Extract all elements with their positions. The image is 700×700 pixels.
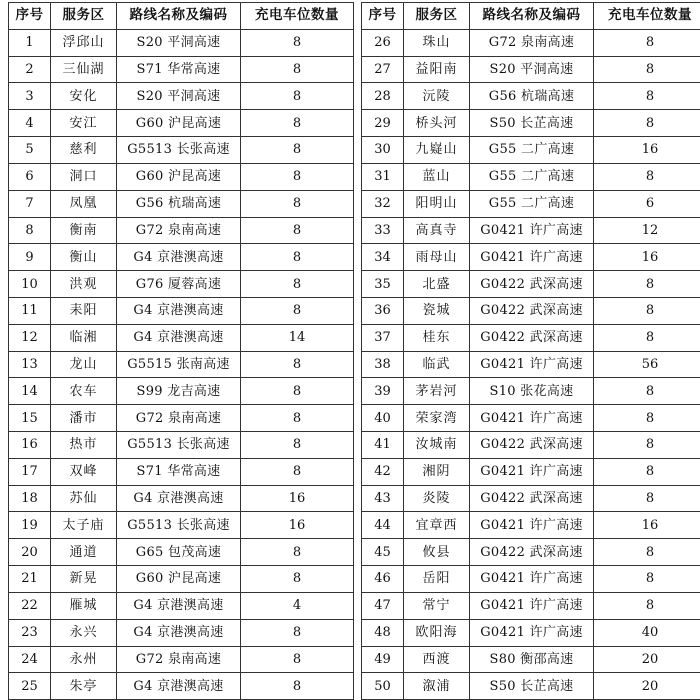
table-row (9, 458, 354, 485)
row-number-cell: 23 (9, 619, 51, 646)
table-row (362, 297, 700, 324)
table-row (9, 297, 354, 324)
route-cell: G0421 许广高速 (470, 619, 594, 646)
charging-count-cell: 8 (594, 56, 700, 83)
table-row (9, 646, 354, 673)
service-area-cell: 洪观 (51, 271, 117, 298)
row-number-cell: 11 (9, 297, 51, 324)
charging-count-cell: 16 (594, 137, 700, 164)
row-number-cell: 6 (9, 163, 51, 190)
table-row (362, 378, 700, 405)
charging-count-cell: 8 (241, 56, 354, 83)
row-number-cell: 46 (362, 566, 404, 593)
route-cell: G0421 许广高速 (470, 244, 594, 271)
row-number-cell: 27 (362, 56, 404, 83)
row-number-cell: 21 (9, 566, 51, 593)
service-area-cell: 安化 (51, 83, 117, 110)
table-row (362, 458, 700, 485)
row-number-cell: 3 (9, 83, 51, 110)
table-body-left (9, 29, 354, 699)
table-row (9, 539, 354, 566)
route-cell: S50 长芷高速 (470, 110, 594, 137)
service-area-cell: 慈利 (51, 137, 117, 164)
service-area-cell: 炎陵 (404, 485, 470, 512)
charging-count-cell: 8 (241, 646, 354, 673)
row-number-cell: 26 (362, 29, 404, 56)
row-number-cell: 5 (9, 137, 51, 164)
route-cell: G4 京港澳高速 (117, 673, 241, 700)
service-area-cell: 三仙湖 (51, 56, 117, 83)
charging-count-cell: 4 (241, 592, 354, 619)
table-row (9, 351, 354, 378)
header-charging-count: 充电车位数量 (594, 3, 700, 30)
table-row (9, 137, 354, 164)
route-cell: S10 张花高速 (470, 378, 594, 405)
charging-table-left (8, 2, 354, 700)
charging-count-cell: 8 (241, 351, 354, 378)
row-number-cell: 30 (362, 137, 404, 164)
row-number-cell: 39 (362, 378, 404, 405)
charging-count-cell: 8 (594, 378, 700, 405)
charging-count-cell: 8 (241, 378, 354, 405)
table-row (362, 539, 700, 566)
table-row (9, 163, 354, 190)
charging-count-cell: 16 (241, 512, 354, 539)
route-cell: S99 龙吉高速 (117, 378, 241, 405)
charging-count-cell: 8 (241, 271, 354, 298)
route-cell: G0422 武深高速 (470, 485, 594, 512)
table-row (362, 566, 700, 593)
row-number-cell: 8 (9, 217, 51, 244)
table-row (362, 83, 700, 110)
charging-count-cell: 8 (594, 163, 700, 190)
route-cell: G4 京港澳高速 (117, 592, 241, 619)
route-cell: G4 京港澳高速 (117, 297, 241, 324)
route-cell: G55 二广高速 (470, 163, 594, 190)
charging-count-cell: 8 (241, 458, 354, 485)
service-area-cell: 荣家湾 (404, 405, 470, 432)
service-area-cell: 雁城 (51, 592, 117, 619)
service-area-cell: 衡山 (51, 244, 117, 271)
row-number-cell: 18 (9, 485, 51, 512)
charging-count-cell: 8 (241, 83, 354, 110)
charging-count-cell: 8 (241, 244, 354, 271)
charging-count-cell: 8 (594, 539, 700, 566)
table-header (362, 3, 700, 30)
table-row (9, 110, 354, 137)
route-cell: G72 泉南高速 (470, 29, 594, 56)
charging-count-cell: 8 (241, 29, 354, 56)
header-route: 路线名称及编码 (117, 3, 241, 30)
table-row (362, 512, 700, 539)
row-number-cell: 45 (362, 539, 404, 566)
table-header (9, 3, 354, 30)
table-row (9, 271, 354, 298)
charging-count-cell: 20 (594, 673, 700, 700)
row-number-cell: 1 (9, 29, 51, 56)
service-area-cell: 通道 (51, 539, 117, 566)
table-row (362, 432, 700, 459)
service-area-cell: 珠山 (404, 29, 470, 56)
row-number-cell: 44 (362, 512, 404, 539)
service-area-cell: 苏仙 (51, 485, 117, 512)
service-area-cell: 欧阳海 (404, 619, 470, 646)
route-cell: G0421 许广高速 (470, 351, 594, 378)
service-area-cell: 临武 (404, 351, 470, 378)
route-cell: G76 厦蓉高速 (117, 271, 241, 298)
service-area-cell: 双峰 (51, 458, 117, 485)
charging-count-cell: 8 (241, 566, 354, 593)
row-number-cell: 31 (362, 163, 404, 190)
service-area-cell: 凤凰 (51, 190, 117, 217)
service-area-cell: 宜章西 (404, 512, 470, 539)
table-row (362, 673, 700, 700)
service-area-cell: 瓷城 (404, 297, 470, 324)
header-route: 路线名称及编码 (470, 3, 594, 30)
table-row (362, 646, 700, 673)
row-number-cell: 13 (9, 351, 51, 378)
table-row (9, 83, 354, 110)
charging-count-cell: 8 (241, 405, 354, 432)
row-number-cell: 25 (9, 673, 51, 700)
route-cell: G0422 武深高速 (470, 297, 594, 324)
route-cell: G55 二广高速 (470, 190, 594, 217)
route-cell: G0422 武深高速 (470, 539, 594, 566)
route-cell: G60 沪昆高速 (117, 110, 241, 137)
row-number-cell: 32 (362, 190, 404, 217)
charging-count-cell: 8 (241, 539, 354, 566)
route-cell: G0422 武深高速 (470, 271, 594, 298)
header-row (362, 3, 700, 30)
service-area-cell: 耒阳 (51, 297, 117, 324)
row-number-cell: 33 (362, 217, 404, 244)
service-area-cell: 桂东 (404, 324, 470, 351)
row-number-cell: 2 (9, 56, 51, 83)
route-cell: S50 长芷高速 (470, 673, 594, 700)
route-cell: G60 沪昆高速 (117, 566, 241, 593)
charging-count-cell: 8 (241, 163, 354, 190)
table-row (9, 217, 354, 244)
service-area-cell: 沅陵 (404, 83, 470, 110)
table-row (362, 217, 700, 244)
service-area-cell: 北盛 (404, 271, 470, 298)
charging-count-cell: 12 (594, 217, 700, 244)
route-cell: G0421 许广高速 (470, 592, 594, 619)
route-cell: G0421 许广高速 (470, 566, 594, 593)
route-cell: S71 华常高速 (117, 56, 241, 83)
table-row (9, 56, 354, 83)
service-area-cell: 龙山 (51, 351, 117, 378)
charging-table-right (361, 2, 700, 700)
route-cell: G5515 张南高速 (117, 351, 241, 378)
charging-count-cell: 14 (241, 324, 354, 351)
charging-count-cell: 56 (594, 351, 700, 378)
charging-count-cell: 8 (594, 297, 700, 324)
service-area-cell: 洞口 (51, 163, 117, 190)
table-row (362, 190, 700, 217)
charging-count-cell: 8 (594, 405, 700, 432)
charging-count-cell: 40 (594, 619, 700, 646)
row-number-cell: 12 (9, 324, 51, 351)
row-number-cell: 43 (362, 485, 404, 512)
header-service-area: 服务区 (51, 3, 117, 30)
route-cell: G5513 长张高速 (117, 512, 241, 539)
charging-count-cell: 16 (594, 244, 700, 271)
table-row (362, 29, 700, 56)
table-row (9, 619, 354, 646)
row-number-cell: 42 (362, 458, 404, 485)
service-area-cell: 常宁 (404, 592, 470, 619)
route-cell: G4 京港澳高速 (117, 619, 241, 646)
row-number-cell: 38 (362, 351, 404, 378)
route-cell: G0421 许广高速 (470, 217, 594, 244)
service-area-cell: 永州 (51, 646, 117, 673)
charging-count-cell: 20 (594, 646, 700, 673)
service-area-cell: 阳明山 (404, 190, 470, 217)
service-area-cell: 益阳南 (404, 56, 470, 83)
row-number-cell: 24 (9, 646, 51, 673)
route-cell: G55 二广高速 (470, 137, 594, 164)
route-cell: G5513 长张高速 (117, 432, 241, 459)
row-number-cell: 47 (362, 592, 404, 619)
charging-count-cell: 8 (241, 137, 354, 164)
row-number-cell: 22 (9, 592, 51, 619)
header-num: 序号 (362, 3, 404, 30)
row-number-cell: 49 (362, 646, 404, 673)
route-cell: G0421 许广高速 (470, 458, 594, 485)
header-service-area: 服务区 (404, 3, 470, 30)
charging-count-cell: 8 (241, 110, 354, 137)
charging-count-cell: 8 (594, 324, 700, 351)
table-row (362, 271, 700, 298)
route-cell: G4 京港澳高速 (117, 485, 241, 512)
service-area-cell: 汝城南 (404, 432, 470, 459)
table-row (362, 351, 700, 378)
route-cell: G56 杭瑞高速 (470, 83, 594, 110)
table-row (9, 378, 354, 405)
table-row (362, 56, 700, 83)
row-number-cell: 41 (362, 432, 404, 459)
service-area-cell: 朱亭 (51, 673, 117, 700)
table-row (9, 512, 354, 539)
table-row (362, 405, 700, 432)
route-cell: S71 华常高速 (117, 458, 241, 485)
service-area-cell: 衡南 (51, 217, 117, 244)
route-cell: G60 沪昆高速 (117, 163, 241, 190)
service-area-cell: 临湘 (51, 324, 117, 351)
route-cell: G0421 许广高速 (470, 405, 594, 432)
row-number-cell: 17 (9, 458, 51, 485)
service-area-cell: 九嶷山 (404, 137, 470, 164)
service-area-cell: 雨母山 (404, 244, 470, 271)
service-area-cell: 浮邱山 (51, 29, 117, 56)
row-number-cell: 28 (362, 83, 404, 110)
service-area-cell: 农车 (51, 378, 117, 405)
header-row (9, 3, 354, 30)
row-number-cell: 10 (9, 271, 51, 298)
charging-count-cell: 8 (594, 485, 700, 512)
table-row (9, 566, 354, 593)
route-cell: S20 平洞高速 (117, 29, 241, 56)
route-cell: G72 泉南高速 (117, 405, 241, 432)
table-row (9, 485, 354, 512)
service-area-cell: 安江 (51, 110, 117, 137)
table-body-right (362, 29, 700, 699)
route-cell: G65 包茂高速 (117, 539, 241, 566)
service-area-cell: 蓝山 (404, 163, 470, 190)
table-row (362, 110, 700, 137)
route-cell: G0421 许广高速 (470, 512, 594, 539)
service-area-cell: 桥头河 (404, 110, 470, 137)
service-area-cell: 湘阴 (404, 458, 470, 485)
route-cell: S80 衡邵高速 (470, 646, 594, 673)
route-cell: G4 京港澳高速 (117, 244, 241, 271)
table-row (9, 190, 354, 217)
row-number-cell: 50 (362, 673, 404, 700)
charging-count-cell: 8 (241, 432, 354, 459)
table-row (9, 244, 354, 271)
row-number-cell: 35 (362, 271, 404, 298)
charging-count-cell: 8 (241, 297, 354, 324)
route-cell: G56 杭瑞高速 (117, 190, 241, 217)
charging-count-cell: 8 (594, 83, 700, 110)
service-area-cell: 高真寺 (404, 217, 470, 244)
charging-count-cell: 8 (594, 458, 700, 485)
charging-count-cell: 8 (594, 592, 700, 619)
service-area-cell: 太子庙 (51, 512, 117, 539)
table-row (9, 324, 354, 351)
row-number-cell: 36 (362, 297, 404, 324)
charging-count-cell: 8 (241, 190, 354, 217)
charging-count-cell: 8 (594, 432, 700, 459)
row-number-cell: 40 (362, 405, 404, 432)
table-row (362, 485, 700, 512)
table-row (9, 673, 354, 700)
row-number-cell: 19 (9, 512, 51, 539)
header-charging-count: 充电车位数量 (241, 3, 354, 30)
row-number-cell: 9 (9, 244, 51, 271)
row-number-cell: 34 (362, 244, 404, 271)
charging-count-cell: 16 (594, 512, 700, 539)
charging-count-cell: 8 (241, 217, 354, 244)
route-cell: G5513 长张高速 (117, 137, 241, 164)
route-cell: G4 京港澳高速 (117, 324, 241, 351)
charging-count-cell: 8 (241, 619, 354, 646)
charging-count-cell: 16 (241, 485, 354, 512)
service-area-cell: 攸县 (404, 539, 470, 566)
service-area-cell: 永兴 (51, 619, 117, 646)
route-cell: S20 平洞高速 (117, 83, 241, 110)
service-area-cell: 溆浦 (404, 673, 470, 700)
route-cell: S20 平洞高速 (470, 56, 594, 83)
table-row (362, 324, 700, 351)
row-number-cell: 20 (9, 539, 51, 566)
table-row (9, 405, 354, 432)
charging-count-cell: 6 (594, 190, 700, 217)
table-row (362, 619, 700, 646)
charging-count-cell: 8 (594, 29, 700, 56)
service-area-cell: 潘市 (51, 405, 117, 432)
charging-count-cell: 8 (594, 566, 700, 593)
route-cell: G0422 武深高速 (470, 432, 594, 459)
row-number-cell: 14 (9, 378, 51, 405)
service-area-cell: 岳阳 (404, 566, 470, 593)
row-number-cell: 37 (362, 324, 404, 351)
table-row (362, 592, 700, 619)
table-row (362, 163, 700, 190)
row-number-cell: 29 (362, 110, 404, 137)
row-number-cell: 16 (9, 432, 51, 459)
table-row (362, 244, 700, 271)
table-row (9, 29, 354, 56)
service-area-cell: 西渡 (404, 646, 470, 673)
table-row (9, 432, 354, 459)
route-cell: G72 泉南高速 (117, 646, 241, 673)
row-number-cell: 7 (9, 190, 51, 217)
service-area-cell: 热市 (51, 432, 117, 459)
service-area-cell: 茅岩河 (404, 378, 470, 405)
charging-count-cell: 8 (594, 110, 700, 137)
row-number-cell: 4 (9, 110, 51, 137)
table-row (9, 592, 354, 619)
row-number-cell: 15 (9, 405, 51, 432)
route-cell: G0422 武深高速 (470, 324, 594, 351)
service-area-cell: 新晃 (51, 566, 117, 593)
header-num: 序号 (9, 3, 51, 30)
row-number-cell: 48 (362, 619, 404, 646)
route-cell: G72 泉南高速 (117, 217, 241, 244)
charging-count-cell: 8 (241, 673, 354, 700)
charging-count-cell: 8 (594, 271, 700, 298)
table-row (362, 137, 700, 164)
